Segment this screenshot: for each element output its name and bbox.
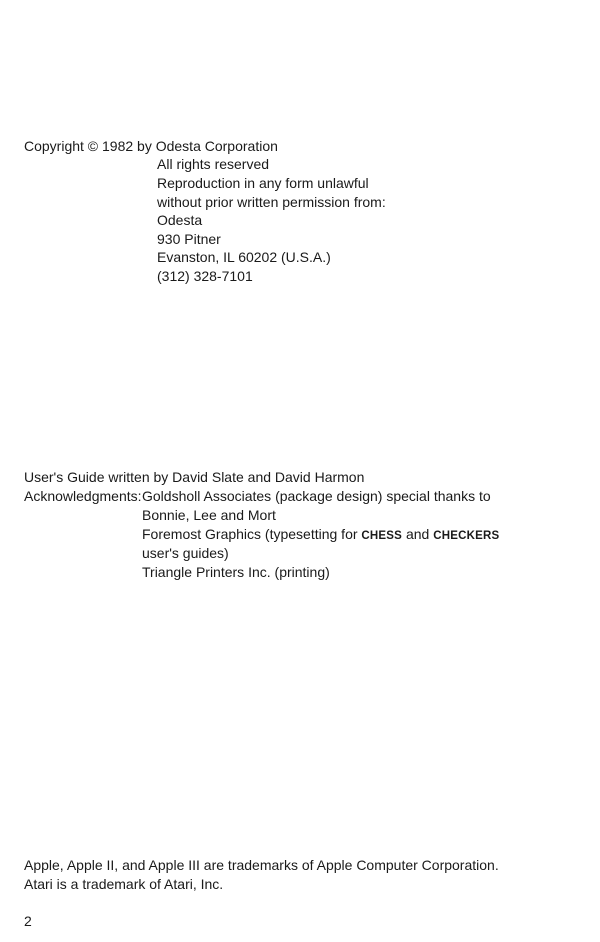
and-word: and bbox=[405, 526, 430, 542]
atari-trademark: Atari is a trademark of Atari, Inc. bbox=[24, 876, 224, 892]
acknowledgments-label: Acknowledgments: bbox=[24, 488, 142, 504]
street-address: 930 Pitner bbox=[157, 231, 221, 247]
page-number: 2 bbox=[24, 913, 32, 929]
copyright-line: Copyright © 1982 by Odesta Corporation bbox=[24, 138, 278, 154]
rights-reserved: All rights reserved bbox=[157, 156, 270, 172]
city-address: Evanston, IL 60202 (U.S.A.) bbox=[157, 249, 331, 265]
ack-printing: Triangle Printers Inc. (printing) bbox=[142, 564, 330, 580]
ack-typesetting-text: Foremost Graphics (typesetting for bbox=[142, 526, 358, 542]
reproduction-line-2: without prior written permission from: bbox=[157, 194, 386, 210]
phone-number: (312) 328-7101 bbox=[157, 268, 253, 284]
ack-typesetting bbox=[142, 525, 499, 545]
company-name: Odesta bbox=[157, 212, 203, 228]
written-by-line: User's Guide written by David Slate and David Harmon bbox=[24, 469, 365, 485]
ack-package-design: Goldsholl Associates (package design) special thanks to bbox=[142, 488, 491, 504]
chess-title: CHESS bbox=[361, 530, 403, 542]
checkers-title: CHECKERS bbox=[433, 530, 500, 542]
ack-users-guides: user's guides) bbox=[142, 545, 229, 561]
ack-thanks-names: Bonnie, Lee and Mort bbox=[142, 507, 276, 523]
apple-trademark: Apple, Apple II, and Apple III are trademarks of Apple Computer Corporation. bbox=[24, 857, 499, 873]
reproduction-line-1: Reproduction in any form unlawful bbox=[157, 175, 369, 191]
